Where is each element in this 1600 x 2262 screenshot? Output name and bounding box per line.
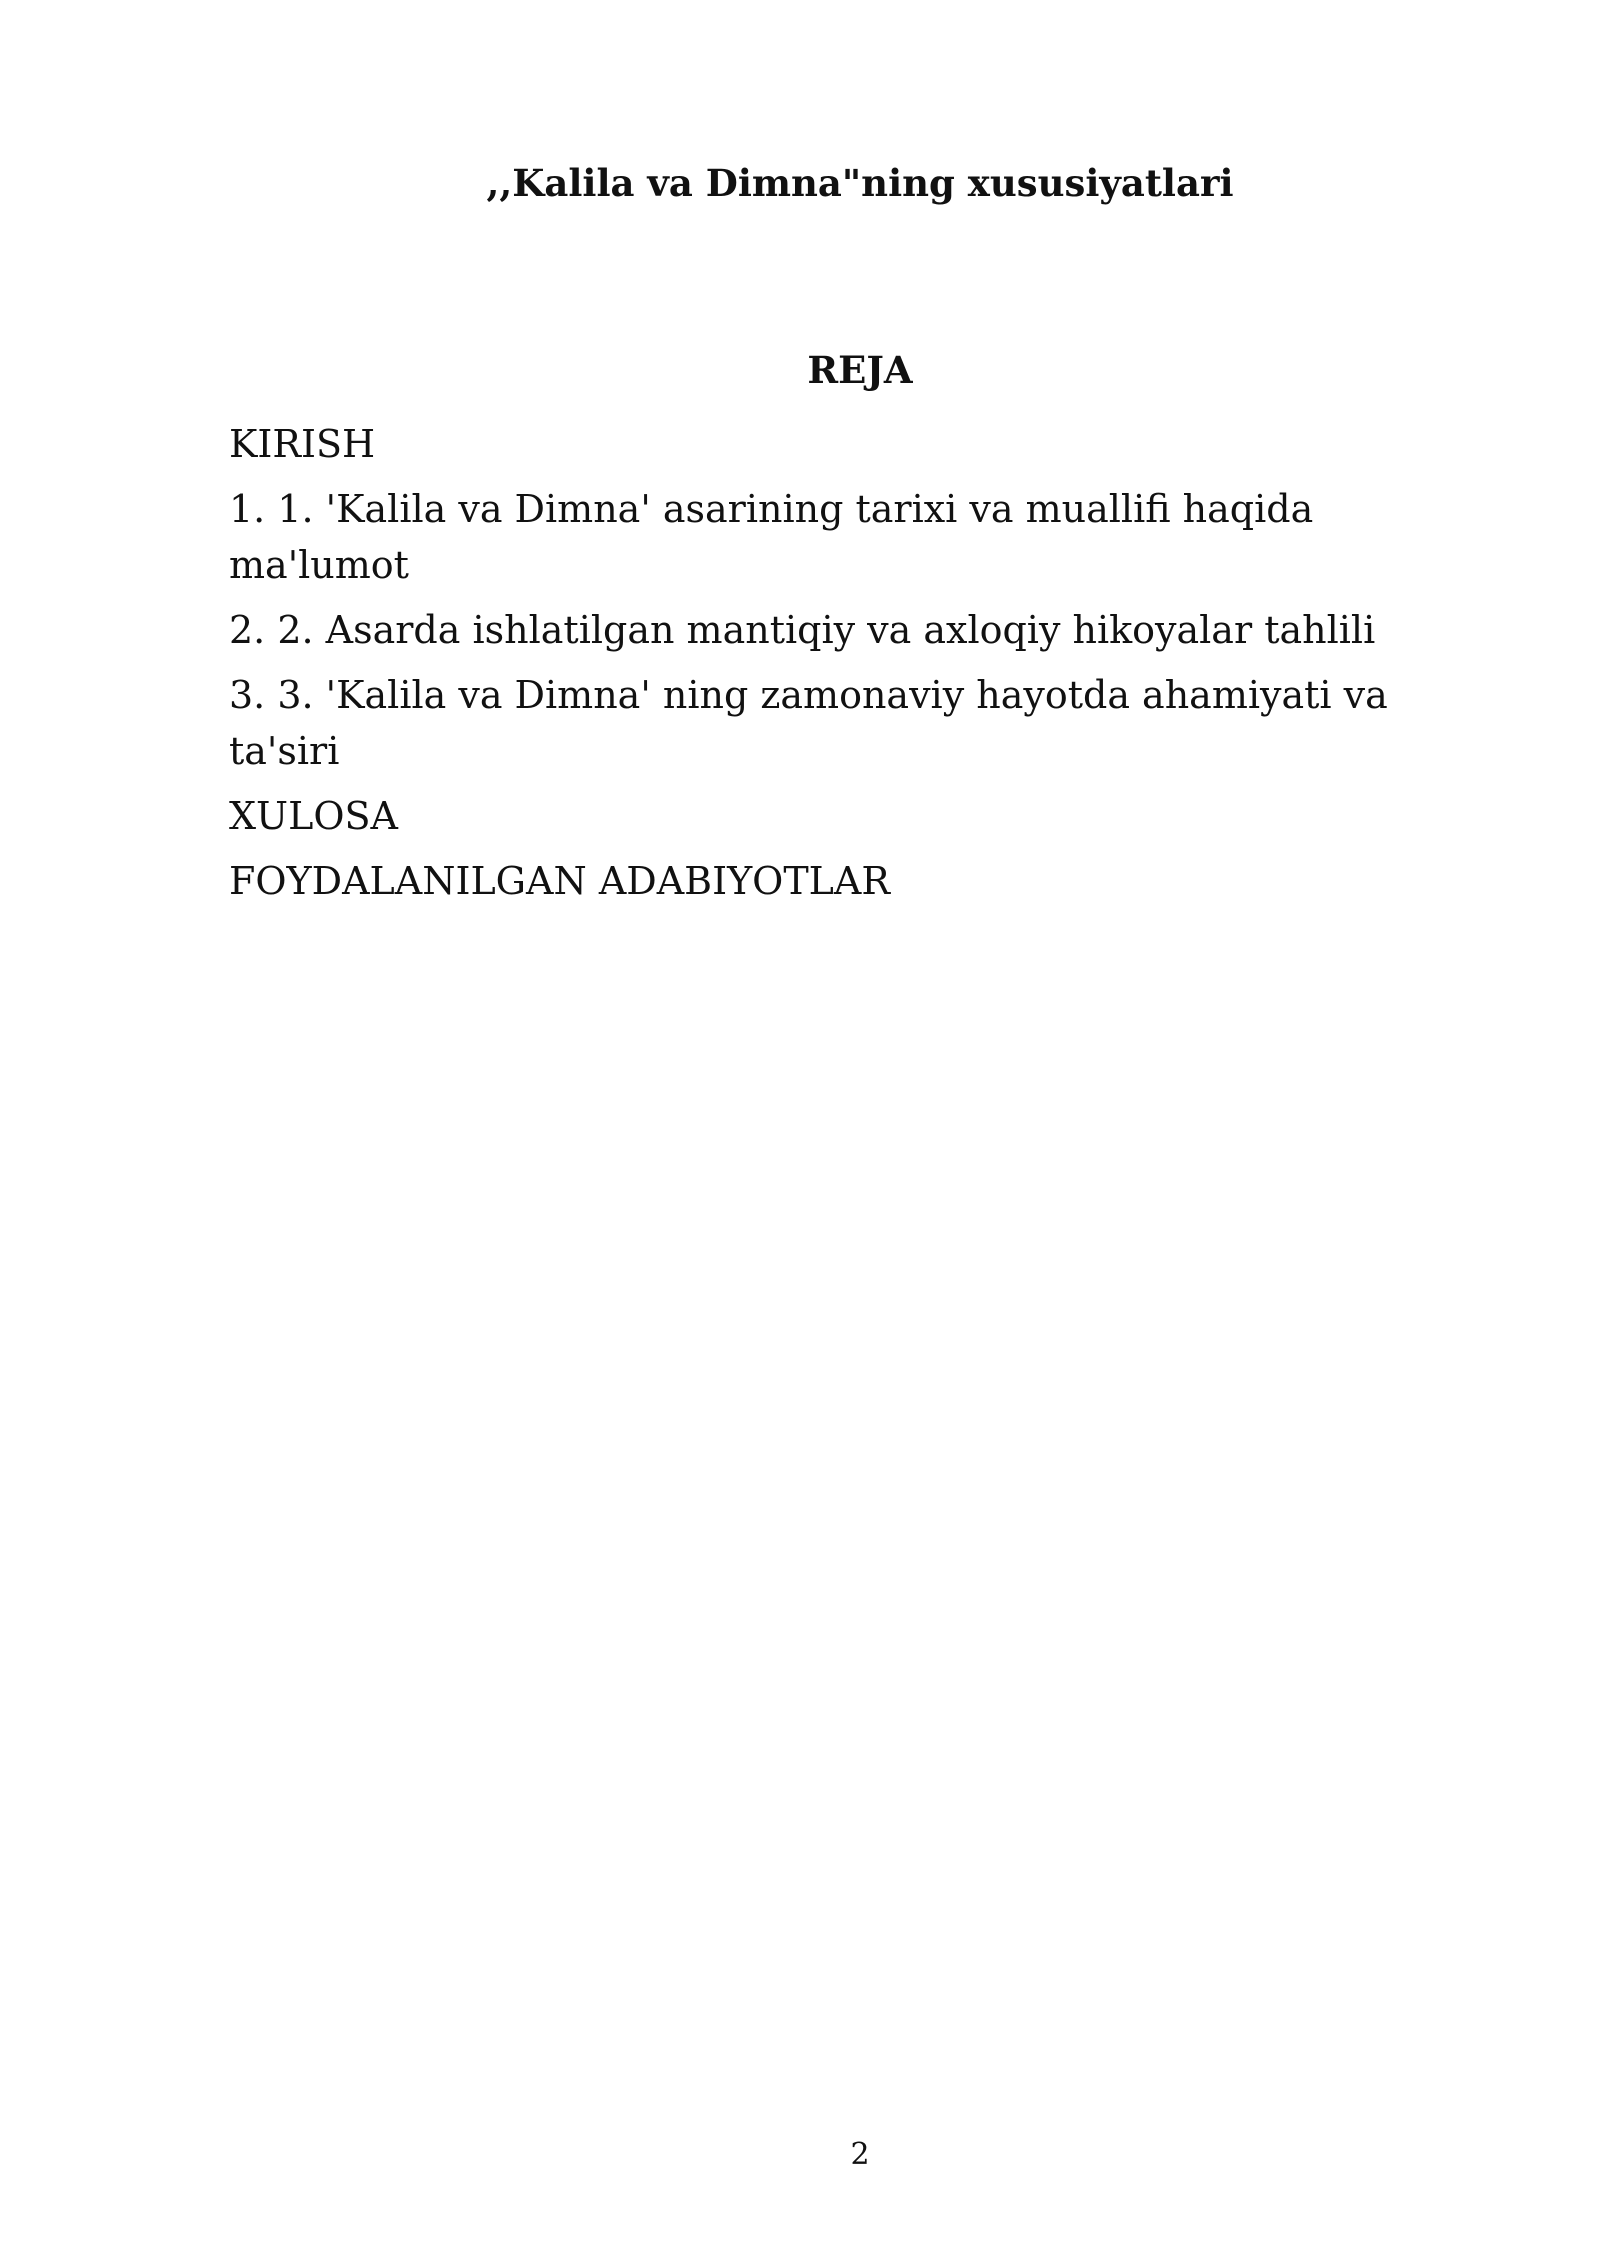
page-number: 2 <box>850 2137 870 2172</box>
plan-item-chapter-1: 1. 1. 'Kalila va Dimna' asarining tarixi va muallifi haqida ma'lumot <box>229 487 1314 587</box>
plan-item-references: FOYDALANILGAN ADABIYOTLAR <box>229 859 890 903</box>
plan-item-conclusion: XULOSA <box>229 794 398 838</box>
plan-item-chapter-2: 2. 2. Asarda ishlatilgan mantiqiy va axloqiy hikoyalar tahlili <box>229 608 1376 652</box>
plan-item-chapter-3: 3. 3. 'Kalila va Dimna' ning zamonaviy hayotda ahamiyati va ta'siri <box>229 673 1388 773</box>
plan-item-introduction: KIRISH <box>229 422 376 466</box>
plan-list <box>229 416 1409 918</box>
plan-heading: REJA <box>807 348 913 392</box>
document-title: ,,Kalila va Dimna"ning xususiyatlari <box>486 161 1234 205</box>
